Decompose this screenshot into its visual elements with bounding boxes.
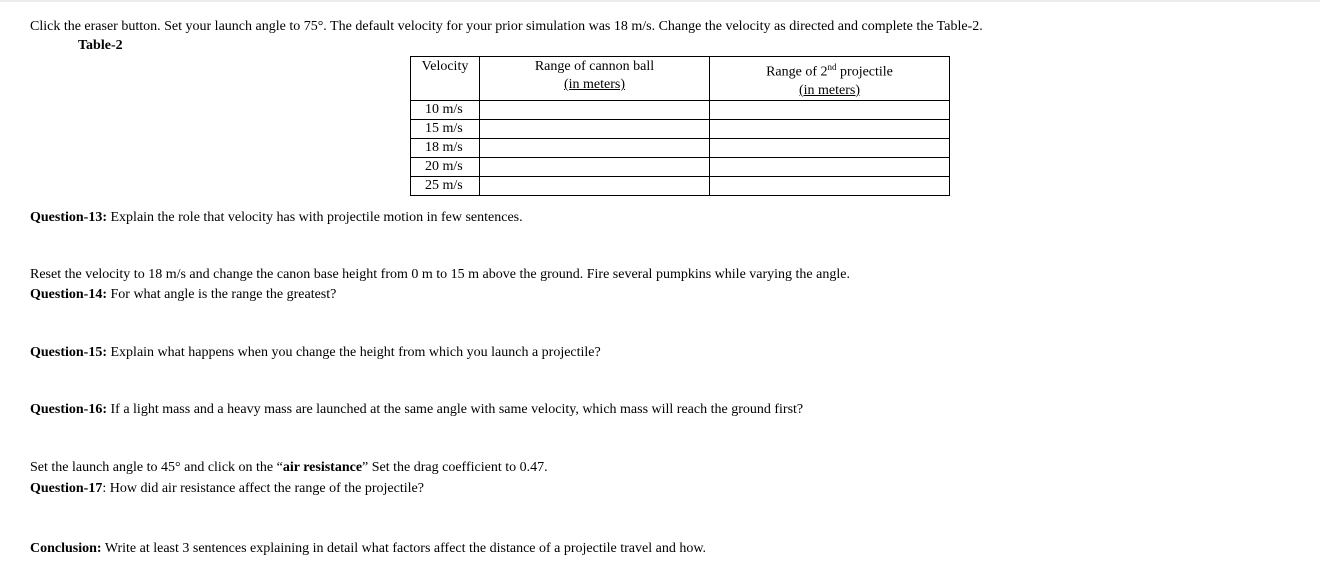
header-cannon-line2: (in meters) bbox=[563, 77, 626, 92]
air-instruction-bold: air resistance bbox=[282, 460, 363, 475]
table-row bbox=[411, 176, 950, 195]
velocity-cell: 20 m/s bbox=[411, 157, 480, 176]
conclusion-label: Conclusion: bbox=[30, 541, 102, 556]
question-15-label: Question-15: bbox=[30, 345, 107, 360]
table-row bbox=[411, 100, 950, 119]
velocity-cell: 15 m/s bbox=[411, 119, 480, 138]
header-cannon-range bbox=[480, 57, 710, 101]
table-header-row bbox=[411, 57, 950, 101]
question-16-text: If a light mass and a heavy mass are launched at the same angle with same velocity, which mass will reach the ground first? bbox=[107, 402, 804, 417]
projectile-range-cell[interactable] bbox=[710, 157, 950, 176]
header-proj-sup: nd bbox=[827, 62, 837, 72]
cannon-range-cell[interactable] bbox=[480, 138, 710, 157]
header-velocity bbox=[411, 57, 480, 101]
top-border bbox=[0, 0, 1320, 2]
question-14 bbox=[30, 286, 336, 304]
question-17-label: Question-17 bbox=[30, 481, 103, 496]
question-13-text: Explain the role that velocity has with projectile motion in few sentences. bbox=[107, 210, 523, 225]
projectile-range-cell[interactable] bbox=[710, 119, 950, 138]
velocity-cell: 18 m/s bbox=[411, 138, 480, 157]
question-17 bbox=[30, 480, 424, 498]
question-13 bbox=[30, 209, 523, 227]
question-15-text: Explain what happens when you change the height from which you launch a projectile? bbox=[107, 345, 601, 360]
projectile-range-cell[interactable] bbox=[710, 176, 950, 195]
header-proj-line2: (in meters) bbox=[798, 82, 861, 98]
air-instruction-pre: Set the launch angle to 45° and click on the “ bbox=[30, 460, 283, 475]
question-14-text: For what angle is the range the greatest? bbox=[107, 287, 337, 302]
header-proj-pre: Range of 2 bbox=[766, 64, 828, 80]
question-17-text: : How did air resistance affect the range of the projectile? bbox=[102, 481, 424, 496]
table-row bbox=[411, 138, 950, 157]
header-cannon-line1: Range of cannon ball bbox=[534, 59, 655, 74]
projectile-range-cell[interactable] bbox=[710, 138, 950, 157]
reset-instruction: Reset the velocity to 18 m/s and change the canon base height from 0 m to 15 m above the ground. Fire several pumpkins while varying the angle. bbox=[30, 267, 850, 282]
cannon-range-cell[interactable] bbox=[480, 157, 710, 176]
velocity-range-table bbox=[410, 56, 950, 196]
header-proj-post: projectile bbox=[836, 64, 893, 80]
header-velocity-label: Velocity bbox=[421, 59, 469, 74]
question-15 bbox=[30, 344, 601, 362]
air-instruction-post: ” Set the drag coefficient to 0.47. bbox=[362, 460, 548, 475]
projectile-range-cell[interactable] bbox=[710, 100, 950, 119]
intro-instruction: Click the eraser button. Set your launch angle to 75°. The default velocity for your prior simulation was 18 m/s. Change the velocity as directed and complete the Table-2. bbox=[30, 19, 983, 34]
question-16-label: Question-16: bbox=[30, 402, 107, 417]
question-16 bbox=[30, 401, 803, 419]
cannon-range-cell[interactable] bbox=[480, 119, 710, 138]
question-14-label: Question-14: bbox=[30, 287, 107, 302]
cannon-range-cell[interactable] bbox=[480, 176, 710, 195]
conclusion-text: Write at least 3 sentences explaining in detail what factors affect the distance of a projectile travel and how. bbox=[101, 541, 707, 556]
velocity-cell: 10 m/s bbox=[411, 100, 480, 119]
air-resistance-instruction bbox=[30, 459, 548, 477]
cannon-range-cell[interactable] bbox=[480, 100, 710, 119]
header-projectile-range bbox=[710, 57, 950, 101]
question-13-label: Question-13: bbox=[30, 210, 107, 225]
table-row bbox=[411, 157, 950, 176]
table-row bbox=[411, 119, 950, 138]
velocity-cell: 25 m/s bbox=[411, 176, 480, 195]
conclusion bbox=[30, 540, 706, 558]
table-title: Table-2 bbox=[78, 38, 123, 53]
